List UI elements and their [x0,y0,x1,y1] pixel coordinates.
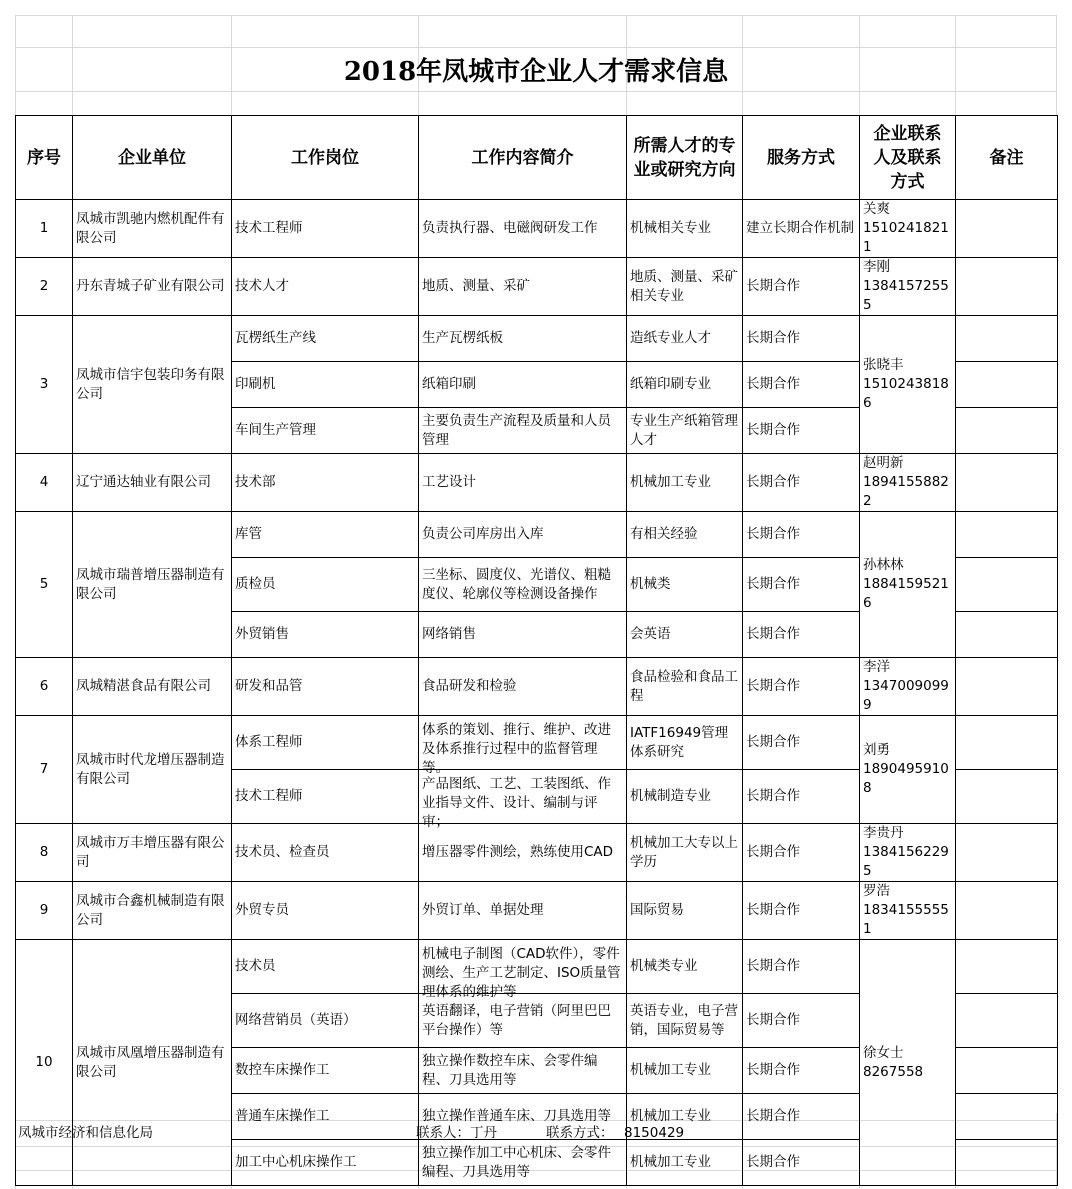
cell-content [419,512,627,558]
cell-major [627,612,743,658]
cell-company-text: 凤城市合鑫机械制造有限公司 [76,892,225,928]
cell-content [419,316,627,362]
cell-content-text: 外贸订单、单据处理 [422,902,544,918]
cell-service-text: 建立长期合作机制 [746,220,854,236]
cell-content [419,558,627,612]
cell-major [627,1140,743,1186]
cell-service-text: 长期合作 [746,526,800,542]
cell-position [232,258,419,316]
cell-major-text: 机械加工专业 [630,474,711,490]
cell-position-text: 质检员 [235,576,276,592]
cell-seq [16,316,73,454]
cell-content-text: 英语翻译，电子营销（阿里巴巴平台操作）等 [422,1002,611,1038]
header-seq: 序号 [16,116,73,200]
cell-position [232,770,419,824]
cell-major [627,882,743,940]
cell-company [73,454,232,512]
contact-phone: 8267558 [863,1063,924,1080]
cell-content [419,824,627,882]
cell-seq-text: 10 [35,1054,53,1070]
cell-service-text: 长期合作 [746,474,800,490]
cell-service-text: 长期合作 [746,902,800,918]
cell-content [419,454,627,512]
cell-seq-text: 7 [39,761,49,777]
cell-remark [956,558,1058,612]
contact-name: 赵明新 [863,455,904,471]
cell-remark [956,200,1058,258]
cell-content [419,770,627,830]
cell-remark [956,994,1058,1048]
cell-major [627,258,743,316]
cell-service [743,1094,860,1140]
cell-major-text: 机械类专业 [630,958,698,974]
cell-content-text: 生产瓦楞纸板 [422,330,503,346]
cell-content-text: 体系的策划、推行、维护、改进及体系推行过程中的监督管理等。 [422,721,611,776]
cell-service-text: 长期合作 [746,678,800,694]
contact-name: 关爽 [863,201,890,217]
cell-content-text: 负责执行器、电磁阀研发工作 [422,220,598,236]
cell-remark [956,824,1058,882]
cell-major-text: 纸箱印刷专业 [630,376,711,392]
cell-content-text: 独立操作数控车床、会零件编程、刀具选用等 [422,1052,598,1088]
cell-remark [956,454,1058,512]
cell-position-text: 研发和品管 [235,678,303,694]
cell-content-text: 三坐标、圆度仪、光谱仪、粗糙度仪、轮廓仪等检测设备操作 [422,566,611,602]
cell-company-text: 凤城市瑞普增压器制造有限公司 [76,566,225,602]
contact-name: 刘勇 [863,742,890,758]
cell-remark [956,512,1058,558]
cell-position-text: 技术工程师 [235,220,303,236]
cell-seq [16,940,73,1186]
cell-company [73,512,232,658]
cell-service-text: 长期合作 [746,844,800,860]
cell-content-text: 纸箱印刷 [422,376,476,392]
header-row [16,116,1058,200]
table-row [16,716,1058,770]
cell-service [743,612,860,658]
cell-seq [16,658,73,716]
cell-remark [956,362,1058,408]
cell-content [419,940,627,1000]
header-company: 企业单位 [73,116,232,200]
cell-seq [16,882,73,940]
cell-contact [860,658,956,716]
cell-position-text: 技术员、检查员 [235,844,330,860]
cell-position [232,716,419,770]
cell-service-text: 长期合作 [746,1012,800,1028]
cell-position-text: 库管 [235,526,262,542]
contact-name: 罗浩 [863,883,890,899]
cell-position [232,1094,419,1140]
contact-phone: 18904959108 [863,761,949,796]
table-row [16,882,1058,940]
cell-content [419,716,627,776]
cell-company [73,658,232,716]
cell-major [627,316,743,362]
cell-content [419,258,627,316]
cell-company [73,882,232,940]
cell-service [743,316,860,362]
cell-company-text: 凤城市万丰增压器有限公司 [76,834,225,870]
cell-company [73,824,232,882]
cell-major-text: 机械加工专业 [630,1108,711,1124]
cell-content-text: 机械电子制图（CAD软件），零件测绘、生产工艺制定、ISO质量管理体系的维护等 [422,945,621,1000]
page-title: 2018年凤城市企业人才需求信息 [343,56,729,87]
cell-remark [956,408,1058,454]
table-row [16,258,1058,316]
cell-service [743,558,860,612]
cell-position-text: 加工中心机床操作工 [235,1154,357,1170]
cell-remark [956,882,1058,940]
cell-company-text: 凤城精湛食品有限公司 [76,678,211,694]
cell-remark [956,940,1058,994]
cell-service-text: 长期合作 [746,958,800,974]
cell-position-text: 网络营销员（英语） [235,1012,357,1028]
cell-service [743,1140,860,1186]
contact-phone: 18341555551 [863,902,949,937]
cell-service-text: 长期合作 [746,278,800,294]
cell-content-text: 主要负责生产流程及质量和人员管理 [422,412,611,448]
cell-position [232,558,419,612]
table-row [16,512,1058,558]
cell-position-text: 技术工程师 [235,788,303,804]
cell-remark [956,658,1058,716]
cell-content-text: 增压器零件测绘，熟练使用CAD [422,844,614,860]
cell-company [73,940,232,1186]
cell-content-text: 食品研发和检验 [422,678,517,694]
cell-position [232,994,419,1048]
cell-content [419,362,627,408]
cell-company-text: 凤城市时代龙增压器制造有限公司 [76,751,225,787]
cell-seq-text: 6 [39,678,49,694]
cell-major-text: 食品检验和食品工程 [630,668,738,704]
cell-contact [860,716,956,824]
cell-major-text: 机械类 [630,576,671,592]
cell-position-text: 技术人才 [235,278,289,294]
cell-content [419,1140,627,1186]
cell-contact [860,512,956,658]
cell-position [232,658,419,716]
cell-major [627,512,743,558]
cell-major-text: 地质、测量、采矿相关专业 [630,268,738,304]
cell-service-text: 长期合作 [746,734,800,750]
cell-seq-text: 9 [39,902,49,918]
cell-major-text: 英语专业，电子营销，国际贸易等 [630,1002,738,1038]
cell-major [627,1048,743,1094]
cell-service [743,1048,860,1094]
cell-position [232,454,419,512]
cell-service [743,994,860,1048]
cell-contact [860,940,956,1186]
cell-remark [956,1094,1058,1140]
table-row [16,200,1058,258]
contact-phone: 18841595216 [863,576,949,611]
cell-contact [860,258,956,316]
footer-phone-label: 联系方式： [546,1125,614,1141]
cell-service [743,824,860,882]
cell-seq-text: 5 [39,576,49,592]
cell-major-text: 机械加工专业 [630,1154,711,1170]
cell-position-text: 技术员 [235,958,276,974]
cell-position [232,612,419,658]
cell-position [232,408,419,454]
cell-major [627,362,743,408]
cell-service [743,940,860,994]
contact-phone: 18941558822 [863,474,949,509]
cell-seq-text: 2 [39,278,49,294]
cell-remark [956,1140,1058,1186]
cell-contact [860,454,956,512]
cell-remark [956,258,1058,316]
cell-service [743,258,860,316]
cell-major-text: 会英语 [630,626,671,642]
contact-phone: 13841562295 [863,844,949,879]
cell-service-text: 长期合作 [746,1062,800,1078]
contact-name: 孙林林 [863,557,904,573]
cell-position [232,1140,419,1186]
cell-service [743,200,860,258]
cell-position-text: 外贸专员 [235,902,289,918]
cell-service-text: 长期合作 [746,576,800,592]
footer-phone: 8150429 [624,1125,685,1141]
contact-name: 徐女士 [863,1044,904,1061]
cell-remark [956,770,1058,824]
header-major: 所需人才的专业或研究方向 [627,116,743,200]
table-row [16,824,1058,882]
contact-name: 李贵丹 [863,825,904,841]
cell-service-text: 长期合作 [746,422,800,438]
cell-remark [956,1048,1058,1094]
cell-seq-text: 4 [39,474,49,490]
cell-contact [860,200,956,258]
cell-service-text: 长期合作 [746,788,800,804]
cell-service-text: 长期合作 [746,1108,800,1124]
talent-demand-table [15,115,1058,1186]
header-content: 工作内容简介 [419,116,627,200]
cell-company-text: 凤城市凤凰增压器制造有限公司 [76,1044,225,1080]
cell-position [232,316,419,362]
header-service: 服务方式 [743,116,860,200]
cell-seq [16,258,73,316]
cell-company [73,200,232,258]
cell-service-text: 长期合作 [746,330,800,346]
cell-content [419,408,627,454]
cell-major [627,824,743,882]
cell-content-text: 独立操作普通车床、刀具选用等 [422,1108,611,1124]
cell-service [743,408,860,454]
cell-position-text: 车间生产管理 [235,422,316,438]
cell-service [743,882,860,940]
cell-seq-text: 8 [39,844,49,860]
cell-position-text: 普通车床操作工 [235,1108,330,1124]
cell-major-text: 机械相关专业 [630,220,711,236]
cell-content [419,1048,627,1094]
cell-position-text: 外贸销售 [235,626,289,642]
cell-position [232,362,419,408]
cell-content-text: 网络销售 [422,626,476,642]
cell-major [627,558,743,612]
cell-content [419,200,627,258]
cell-major [627,658,743,716]
cell-position-text: 体系工程师 [235,734,303,750]
cell-service-text: 长期合作 [746,626,800,642]
cell-company [73,258,232,316]
cell-content-text: 负责公司库房出入库 [422,526,544,542]
cell-seq [16,200,73,258]
cell-contact [860,824,956,882]
footer-contact-person: 联系人：丁丹 [416,1125,497,1141]
cell-company [73,716,232,824]
cell-service [743,716,860,770]
cell-seq [16,716,73,824]
table-row [16,658,1058,716]
contact-phone: 13841572555 [863,278,949,313]
cell-service [743,512,860,558]
cell-contact [860,316,956,454]
cell-seq-text: 1 [39,220,49,236]
cell-major [627,994,743,1048]
cell-major [627,408,743,454]
contact-phone: 15102438186 [863,376,949,411]
contact-phone: 13470090999 [863,678,949,713]
cell-position [232,824,419,882]
cell-major-text: 有相关经验 [630,526,698,542]
contact-phone: 15102418211 [863,220,949,255]
cell-content [419,882,627,940]
table-row [16,454,1058,512]
cell-seq [16,824,73,882]
cell-major-text: 造纸专业人才 [630,330,711,346]
cell-position [232,512,419,558]
cell-major [627,940,743,994]
cell-company-text: 丹东青城子矿业有限公司 [76,278,225,294]
cell-seq-text: 3 [39,376,49,392]
cell-major [627,454,743,512]
cell-remark [956,716,1058,770]
table-row [16,940,1058,994]
cell-company-text: 凤城市信宇包装印务有限公司 [76,366,225,402]
contact-name: 李刚 [863,259,890,275]
cell-position-text: 印刷机 [235,376,276,392]
cell-major [627,200,743,258]
cell-position [232,1048,419,1094]
cell-position [232,200,419,258]
cell-contact [860,882,956,940]
contact-name: 李洋 [863,659,890,675]
cell-company-text: 辽宁通达轴业有限公司 [76,474,211,490]
cell-service [743,362,860,408]
footer-org: 凤城市经济和信息化局 [18,1125,153,1141]
cell-position [232,940,419,994]
cell-content-text: 地质、测量、采矿 [422,278,530,294]
cell-major-text: 机械加工专业 [630,1062,711,1078]
cell-content [419,612,627,658]
cell-major-text: 国际贸易 [630,902,684,918]
cell-service [743,658,860,716]
cell-position-text: 瓦楞纸生产线 [235,330,316,346]
cell-major-text: 机械加工大专以上学历 [630,834,738,870]
table-row [16,316,1058,362]
contact-name: 张晓丰 [863,357,904,373]
cell-content [419,994,627,1048]
cell-major-text: 机械制造专业 [630,788,711,804]
cell-content [419,658,627,716]
cell-position-text: 数控车床操作工 [235,1062,330,1078]
cell-major [627,770,743,824]
cell-major-text: IATF16949管理体系研究 [630,724,729,760]
cell-content-text: 工艺设计 [422,474,476,490]
cell-seq [16,454,73,512]
header-position: 工作岗位 [232,116,419,200]
cell-company-text: 凤城市凯驰内燃机配件有限公司 [76,210,225,246]
cell-remark [956,316,1058,362]
cell-position [232,882,419,940]
cell-position-text: 技术部 [235,474,276,490]
cell-service-text: 长期合作 [746,376,800,392]
cell-seq [16,512,73,658]
cell-service [743,770,860,824]
cell-service [743,454,860,512]
cell-service-text: 长期合作 [746,1154,800,1170]
cell-company [73,316,232,454]
cell-major [627,716,743,770]
cell-content-text: 独立操作加工中心机床、会零件编程、刀具选用等 [422,1144,611,1180]
cell-content-text: 产品图纸、工艺、工装图纸、作业指导文件、设计、编制与评审； [422,775,611,830]
cell-major-text: 专业生产纸箱管理人才 [630,412,738,448]
header-remark: 备注 [956,116,1058,200]
header-contact: 企业联系人及联系方式 [860,116,956,200]
cell-remark [956,612,1058,658]
